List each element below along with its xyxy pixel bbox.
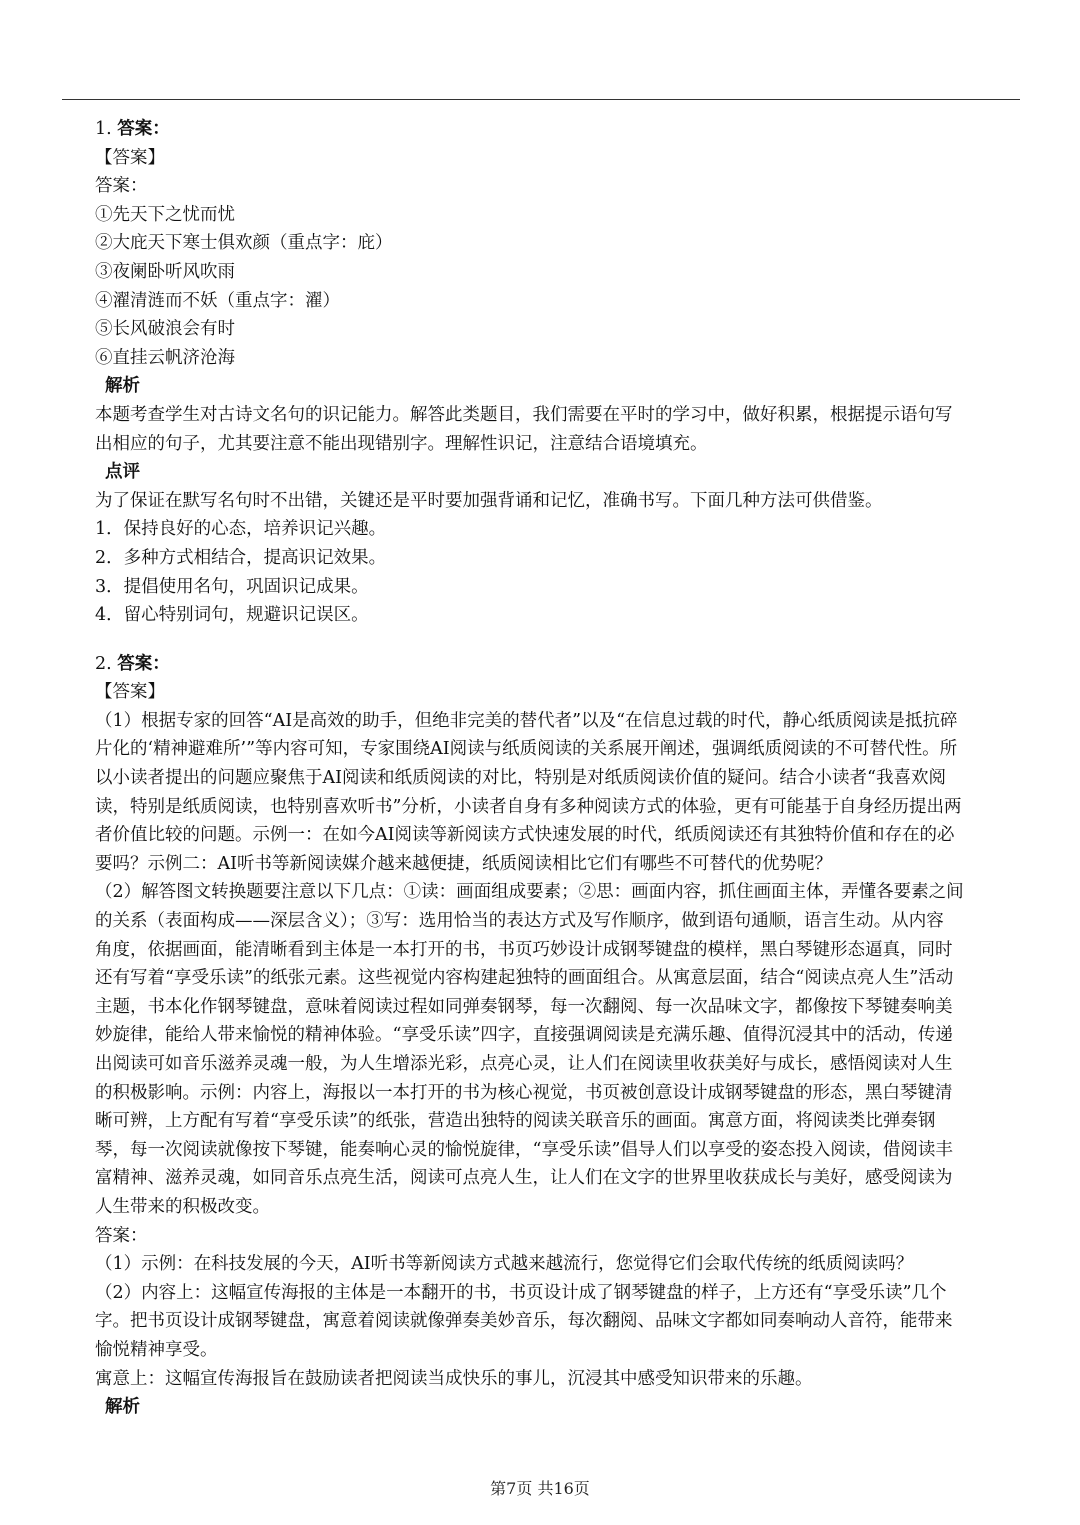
q2-body-line: 者价值比较的问题。示例一：在如今AI阅读等新阅读方式快速发展的时代，纸质阅读还有其独特价值和存在的必 [95,825,955,846]
q1-analysis-heading: 解析 [105,376,140,397]
document-body [95,115,1030,1422]
q1-comment-line: 3．提倡使用名句，巩固识记成果。 [95,576,369,597]
q1-number: 1. [95,119,112,139]
q1-heading-label: 答案： [117,119,170,139]
q2-heading [95,650,1030,679]
q1-comment-line: 4．留心特别词句，规避识记误区。 [95,605,369,626]
q2-body-line: （1）根据专家的回答“AI是高效的助手，但绝非完美的替代者”以及“在信息过载的时代，静心纸质阅读是抵抗碎 [95,710,958,731]
q2-answer-line: 愉悦精神享受。 [95,1339,218,1360]
q2-body-line: 还有写着“享受乐读”的纸张元素。这些视觉内容构建起独特的画面组合。从寓意层面，结合“阅读点亮人生”活动 [95,968,954,989]
header-rule [62,99,1020,100]
q1-comment-line: 2．多种方式相结合，提高识记效果。 [95,547,387,568]
q1-analysis-line: 出相应的句子，尤其要注意不能出现错别字。理解性识记，注意结合语境填充。 [95,433,708,454]
q2-body-line: 角度，依据画面，能清晰看到主体是一本打开的书，书页巧妙设计成钢琴键盘的模样，黑白琴键形态逼真，同时 [95,939,953,960]
q2-body-line: 富精神、滋养灵魂，如同音乐点亮生活，阅读可点亮人生，让人们在文字的世界里收获成长与美好，感受阅读为 [95,1168,953,1189]
q1-analysis-line: 本题考查学生对古诗文名句的识记能力。解答此类题目，我们需要在平时的学习中，做好积累，根据提示语句写 [95,404,953,425]
q2-analysis-heading: 解析 [105,1397,140,1418]
q2-heading-label: 答案： [117,653,170,674]
q2-body-line: 主题，书本化作钢琴键盘，意味着阅读过程如同弹奏钢琴，每一次翻阅、每一次品味文字，都像按下琴键奏响美 [95,996,953,1017]
q2-body-line: 要吗？示例二：AI听书等新阅读媒介越来越便捷，纸质阅读相比它们有哪些不可替代的优势呢？ [95,853,833,874]
page-footer: 第7页 共16页 [490,1479,590,1498]
q2-answer-line: （2）内容上：这幅宣传海报的主体是一本翻开的书，书页设计成了钢琴键盘的样子，上方还有“享受乐读”几个 [95,1282,947,1303]
q2-body-line: 以小读者提出的问题应聚焦于AI阅读和纸质阅读的对比，特别是对纸质阅读价值的疑问。结合小读者“我喜欢阅 [95,768,946,789]
q1-answer-item: ⑤长风破浪会有时 [95,319,235,340]
q1-answer-item: ④濯清涟而不妖（重点字：濯） [95,290,340,311]
q2-body-line: 的积极影响。示例：内容上，海报以一本打开的书为核心视觉，书页被创意设计成钢琴键盘的形态，黑白琴键清 [95,1082,953,1103]
q1-comment-line: 1．保持良好的心态，培养识记兴趣。 [95,519,387,540]
q1-answer-item: ②大庇天下寒士俱欢颜（重点字：庇） [95,233,393,254]
q2-answer-bracket: 【答案】 [95,682,165,703]
q1-answer-item: ⑥直挂云帆济沧海 [95,347,235,368]
q2-answer-line: （1）示例：在科技发展的今天，AI听书等新阅读方式越来越流行，您觉得它们会取代传统的纸质阅读吗？ [95,1254,914,1275]
q2-answer-line: 寓意上：这幅宣传海报旨在鼓励读者把阅读当成快乐的事儿，沉浸其中感受知识带来的乐趣。 [95,1368,813,1389]
q2-body-line: 人生带来的积极改变。 [95,1196,270,1217]
q2-body-line: 琴，每一次阅读就像按下琴键，能奏响心灵的愉悦旋律，“享受乐读”倡导人们以享受的姿态投入阅读，借阅读丰 [95,1139,953,1160]
q2-body-line: 的关系（表面构成——深层含义）；③写：选用恰当的表达方式及写作顺序，做到语句通顺，语言生动。从内容 [95,911,944,932]
q2-body-line: 出阅读可如音乐滋养灵魂一般，为人生增添光彩，点亮心灵，让人们在阅读里收获美好与成长，感悟阅读对人生 [95,1054,953,1074]
q2-body-line: （2）解答图文转换题要注意以下几点：①读：画面组成要素；②思：画面内容，抓住画面主体，弄懂各要素之间 [95,882,964,903]
q1-answer-bracket: 【答案】 [95,147,165,168]
q2-answer-line: 字。把书页设计成钢琴键盘，寓意着阅读就像弹奏美妙音乐，每次翻阅、品味文字都如同奏响动人音符，能带来 [95,1311,953,1332]
section-gap [95,630,1030,650]
q2-body-line: 片化的‘精神避难所’”等内容可知，专家围绕AI阅读与纸质阅读的关系展开阐述，强调纸质阅读的不可替代性。所 [95,739,958,760]
q1-answer-item: ①先天下之忧而忧 [95,204,235,225]
q1-answer-label: 答案： [95,176,148,197]
q2-number: 2. [95,653,112,674]
q2-body-line: 读，特别是纸质阅读，也特别喜欢听书”分析，小读者自身有多种阅读方式的体验，更有可能基于自身经历提出两 [95,796,962,817]
q1-answer-item: ③夜阑卧听风吹雨 [95,261,235,282]
q2-answer-label: 答案： [95,1225,148,1246]
q2-body-line: 妙旋律，能给人带来愉悦的精神体验。“享受乐读”四字，直接强调阅读是充满乐趣、值得沉浸其中的活动，传递 [95,1025,953,1046]
q1-comment-line: 为了保证在默写名句时不出错，关键还是平时要加强背诵和记忆，准确书写。下面几种方法可供借鉴。 [95,490,883,511]
q2-body-line: 晰可辨，上方配有写着“享受乐读”的纸张，营造出独特的阅读关联音乐的画面。寓意方面，将阅读类比弹奏钢 [95,1111,936,1132]
q1-comment-heading: 点评 [105,462,140,483]
q1-heading [95,115,1030,144]
